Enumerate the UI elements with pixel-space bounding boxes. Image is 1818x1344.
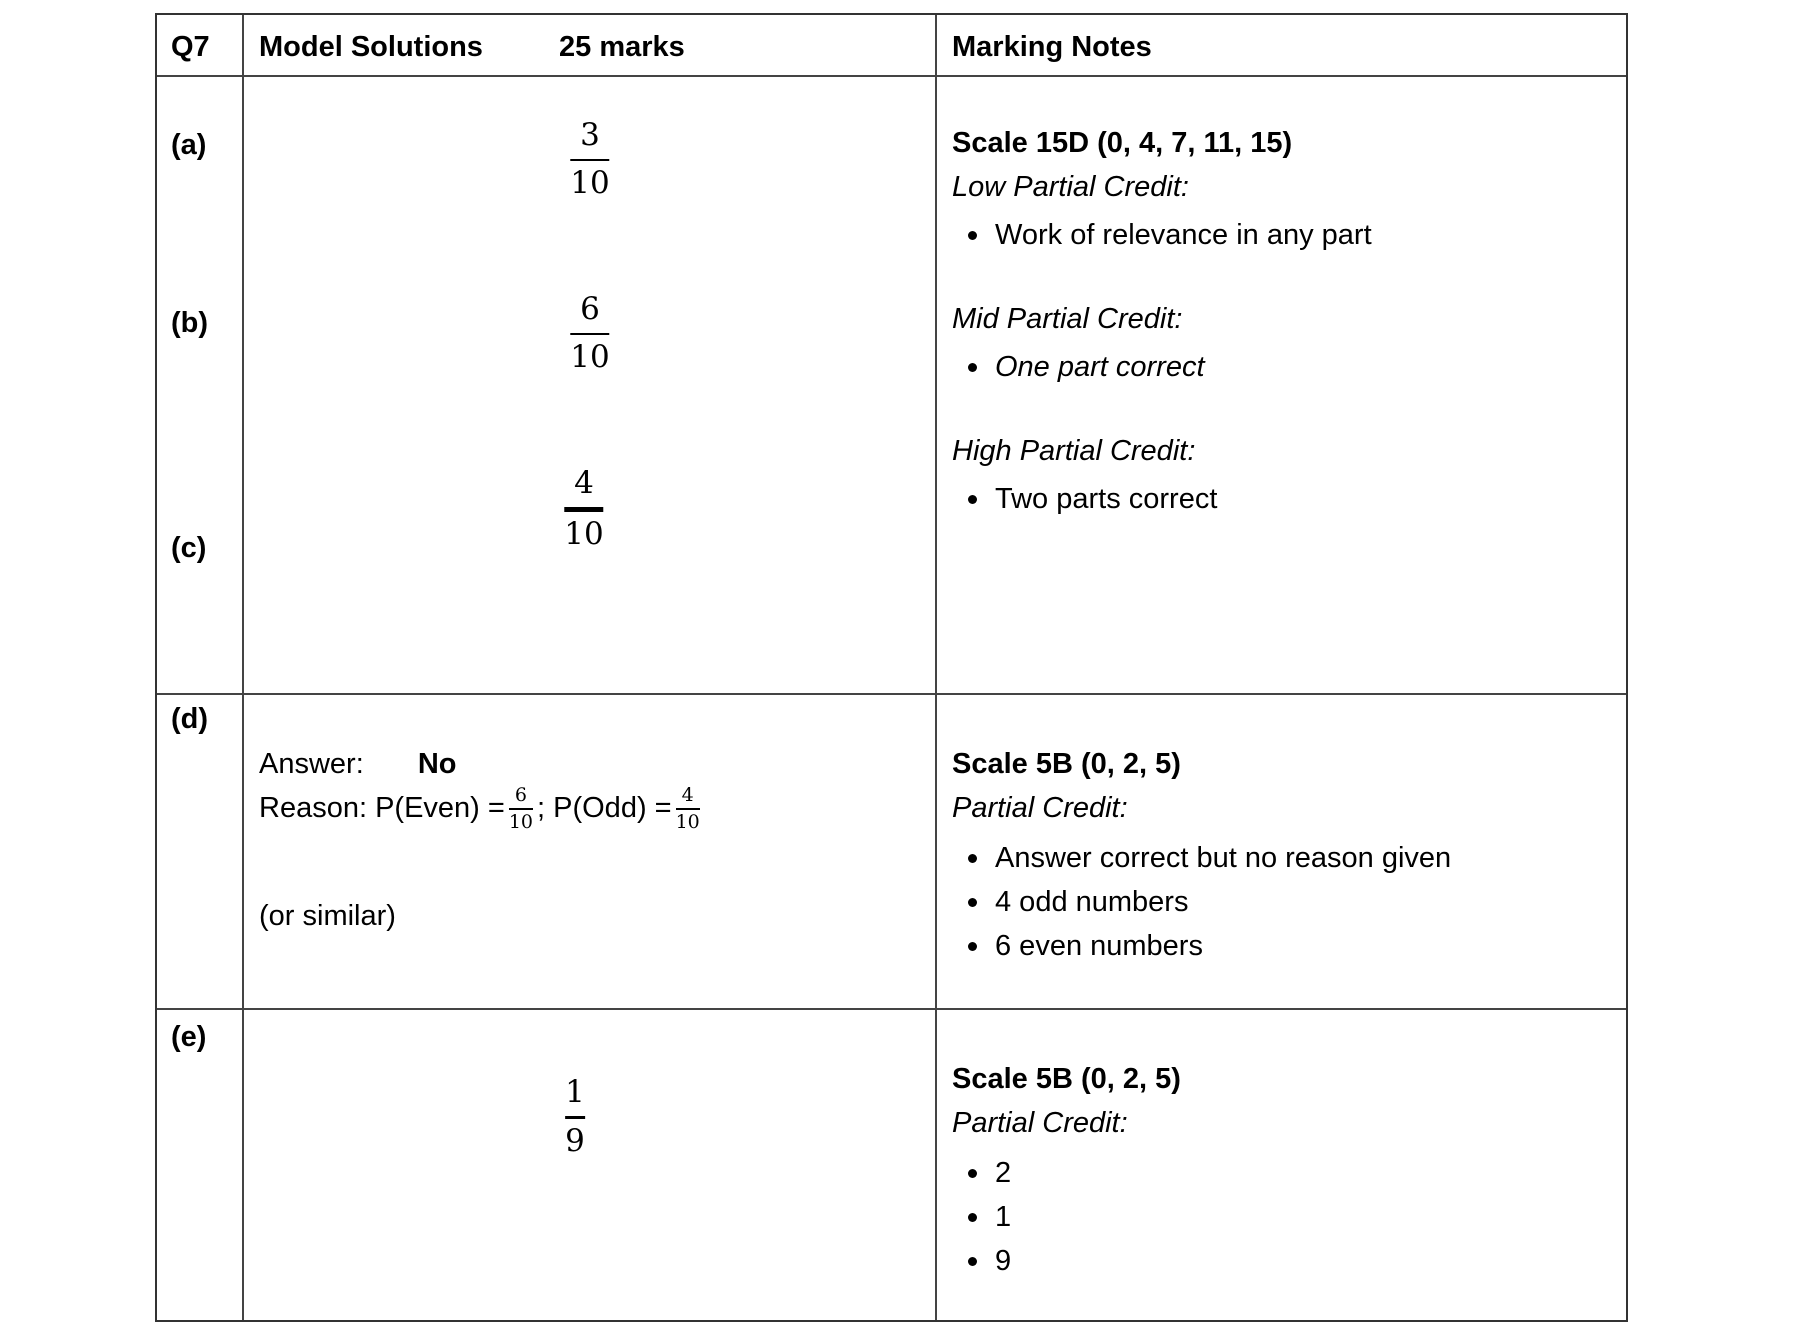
model-solutions-heading: Model Solutions xyxy=(259,31,483,63)
part-label-a: (a) xyxy=(171,129,207,161)
denominator: 10 xyxy=(508,810,534,833)
partial-credit-heading: Partial Credit: xyxy=(952,792,1128,824)
column-divider-1 xyxy=(242,15,244,1320)
high-partial-credit-heading: High Partial Credit: xyxy=(952,435,1196,467)
total-marks: 25 marks xyxy=(559,31,685,63)
reason-prefix: Reason: P(Even) = xyxy=(259,792,505,825)
list-item xyxy=(952,345,1372,389)
bullet-icon xyxy=(968,495,977,504)
answer-label: Answer: xyxy=(259,748,364,780)
denominator: 9 xyxy=(565,1123,585,1159)
fraction-bar xyxy=(509,808,533,810)
marking-scheme-table xyxy=(155,13,1628,1322)
mid-partial-credit-heading: Mid Partial Credit: xyxy=(952,303,1183,335)
numerator: 6 xyxy=(580,291,600,327)
list-item-text: 9 xyxy=(995,1245,1012,1277)
fraction-bar xyxy=(564,507,603,512)
denominator: 10 xyxy=(570,339,610,375)
list-item xyxy=(952,477,1372,521)
answer-value: No xyxy=(417,748,457,780)
bullet-icon xyxy=(968,231,977,240)
list-item-text: 4 odd numbers xyxy=(995,886,1189,918)
row-divider-d-e xyxy=(157,1008,1626,1010)
numerator: 1 xyxy=(565,1074,585,1110)
list-item-text: Two parts correct xyxy=(995,483,1218,515)
partial-credit-heading: Partial Credit: xyxy=(952,1107,1128,1139)
bullet-icon xyxy=(968,1257,977,1266)
bullet-icon xyxy=(968,363,977,372)
list-item-text: One part correct xyxy=(995,351,1205,383)
part-label-e: (e) xyxy=(171,1021,207,1053)
list-item xyxy=(952,1239,1181,1283)
fraction-bar xyxy=(565,1116,585,1119)
even-probability-fraction xyxy=(509,785,533,832)
bullet-icon xyxy=(968,1169,977,1178)
part-label-b: (b) xyxy=(171,307,209,339)
answer-a-fraction xyxy=(570,117,609,201)
list-item xyxy=(952,924,1451,968)
list-item-text: 6 even numbers xyxy=(995,930,1203,962)
list-item-text: 2 xyxy=(995,1157,1012,1189)
numerator: 4 xyxy=(681,784,694,806)
answer-b-fraction xyxy=(570,291,609,375)
reason-mid: ; P(Odd) = xyxy=(537,792,672,825)
scale-heading: Scale 5B (0, 2, 5) xyxy=(952,748,1181,780)
numerator: 6 xyxy=(514,784,527,806)
list-item xyxy=(952,213,1372,257)
scale-heading: Scale 15D (0, 4, 7, 11, 15) xyxy=(952,127,1293,159)
part-label-c: (c) xyxy=(171,532,207,564)
list-item xyxy=(952,1151,1181,1195)
column-divider-2 xyxy=(935,15,937,1320)
list-item-text: Work of relevance in any part xyxy=(995,219,1372,251)
notes-e xyxy=(952,1061,1181,1283)
denominator: 10 xyxy=(675,810,700,833)
list-item xyxy=(952,836,1451,880)
fraction-bar xyxy=(570,333,609,335)
bullet-icon xyxy=(968,898,977,907)
header-divider xyxy=(157,75,1626,77)
denominator: 10 xyxy=(570,165,610,201)
question-number: Q7 xyxy=(171,31,210,63)
odd-probability-fraction xyxy=(676,785,700,832)
numerator: 3 xyxy=(580,117,600,153)
list-item-text: Answer correct but no reason given xyxy=(995,842,1452,874)
reason-d-line xyxy=(259,785,704,832)
answer-d-line xyxy=(259,746,457,782)
notes-d xyxy=(952,746,1451,968)
bullet-icon xyxy=(968,854,977,863)
numerator: 4 xyxy=(574,465,594,501)
fraction-bar xyxy=(570,159,609,161)
list-item xyxy=(952,880,1451,924)
scale-heading: Scale 5B (0, 2, 5) xyxy=(952,1063,1181,1095)
marking-notes-heading: Marking Notes xyxy=(952,31,1152,63)
part-label-d: (d) xyxy=(171,703,209,735)
fraction-bar xyxy=(676,808,700,810)
answer-c-fraction xyxy=(564,465,603,552)
low-partial-credit-heading: Low Partial Credit: xyxy=(952,171,1189,203)
notes-abc xyxy=(952,125,1372,521)
list-item xyxy=(952,1195,1181,1239)
bullet-icon xyxy=(968,1213,977,1222)
or-similar-note: (or similar) xyxy=(259,900,396,932)
bullet-icon xyxy=(968,942,977,951)
list-item-text: 1 xyxy=(995,1201,1012,1233)
answer-e-fraction xyxy=(565,1074,585,1159)
denominator: 10 xyxy=(564,516,604,552)
row-divider-abc-d xyxy=(157,693,1626,695)
